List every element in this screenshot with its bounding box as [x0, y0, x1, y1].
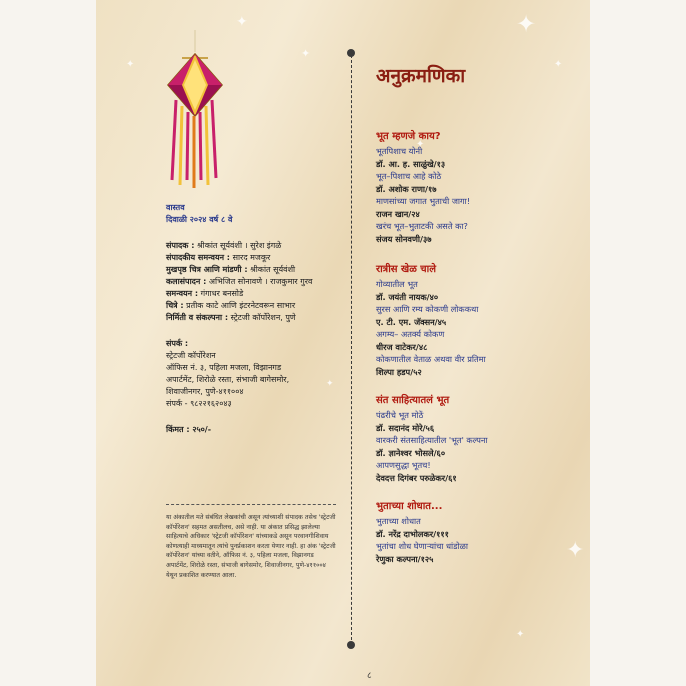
- sparkle-icon: ✦: [566, 538, 585, 563]
- toc-entry-title: भुतांचा शोध घेणाऱ्यांचा धांडोळा: [376, 541, 468, 551]
- credit-line: [166, 300, 346, 312]
- credit-label: चित्रे :: [166, 301, 184, 310]
- credit-value: स्ट्रेटजी कॉर्पोरेशन, पुणे: [230, 313, 296, 322]
- divider-dot: [347, 641, 355, 649]
- divider-dot: [347, 49, 355, 57]
- credit-label: निर्मिती व संकल्पना :: [166, 313, 229, 322]
- contact-line: अपार्टमेंट, शिरोळे रस्ता, संभाजी बागेसमोर,: [166, 375, 290, 384]
- credit-line: [166, 312, 346, 324]
- toc-entry-author: डॉ. सदानंद मोरे/५६: [376, 422, 435, 433]
- credit-line: [166, 240, 346, 252]
- toc-entry-title: भूतपिशाच योनी: [376, 146, 423, 156]
- contact-line: शिवाजीनगर, पुणे-४११००४: [166, 387, 244, 396]
- magazine-name: वास्तव: [166, 203, 185, 212]
- section-gap: [376, 484, 576, 498]
- section-gap: [376, 378, 576, 392]
- credit-label: संपादकीय समन्वयन :: [166, 253, 231, 262]
- credit-label: समन्वयन :: [166, 289, 199, 298]
- toc-entry-title: भूत–पिशाच आहे कोठे: [376, 171, 442, 181]
- price: किंमत : २५०/-: [166, 425, 212, 434]
- toc-column: [376, 59, 576, 565]
- section-gap: [376, 245, 576, 261]
- toc-entry-author: डॉ. नरेंद्र दाभोलकर/१११: [376, 528, 449, 539]
- credit-value: सारद मजकूर: [232, 253, 271, 262]
- credits-list: [166, 240, 346, 324]
- toc-sections: [376, 128, 576, 565]
- contact-block: [166, 350, 346, 410]
- toc-entry-title: कोकणातील वेताळ अथवा वीर प्रतिमा: [376, 354, 486, 364]
- sparkle-icon: ✦: [326, 379, 334, 389]
- toc-entry-title: गोव्यातील भूत: [376, 279, 418, 289]
- toc-entry-title: पंढरीचे भूत मोठें: [376, 410, 424, 420]
- toc-entry[interactable]: [376, 409, 576, 434]
- lantern-icon: [160, 30, 230, 190]
- column-divider: [351, 55, 352, 645]
- credit-value: गंगाधर बनसोडे: [200, 289, 244, 298]
- toc-entry-title: आपणसुद्धा भूतच!: [376, 460, 431, 470]
- toc-entry-author: शिल्पा हडप/५२: [376, 366, 422, 377]
- credit-value: श्रीकांत सूर्यवंशी । सुरेश इंगळे: [196, 241, 282, 250]
- toc-entry[interactable]: [376, 540, 576, 565]
- credit-value: अभिजित सोनावणे । राजकुमार गुरव: [208, 277, 313, 286]
- toc-entry[interactable]: [376, 515, 576, 540]
- credit-line: [166, 252, 346, 264]
- credit-value: श्रीकांत सूर्यवंशी: [250, 265, 296, 274]
- issue-line: दिवाळी २०२४ वर्ष ८ वे: [166, 215, 233, 224]
- toc-entry[interactable]: [376, 459, 576, 484]
- toc-entry-author: रेणुका कल्पना/१२५: [376, 553, 434, 564]
- contact-line: संपर्क - ९८२२१६२०४३: [166, 399, 232, 408]
- toc-entry[interactable]: [376, 170, 576, 195]
- credit-line: [166, 276, 346, 288]
- disclaimer: या अंकातील मते संबंधित लेखकांची असून त्यांच्याशी संपादक तसेच 'स्ट्रेटजी कॉर्पोरेशन' सहमत असतीलच, असे नाही. या अंकात प्रसिद्ध झालेल्या साहित्याचे अधिकार 'स्ट्रेटजी कॉर्पोरेशन' यांच्याकडे असून परवानगीशिवाय कोणत्याही माध्यमातून त्यांचे पुनर्प्रकाशन करता येणार नाही. हा अंक 'स्ट्रेटजी कॉर्पोरेशन' यांच्या वतीने, ऑफिस नं. ३, पहिला मजला, विझानगड अपार्टमेंट, शिरोळे रस्ता, संभाजी बागेसमोर, शिवाजीनगर, पुणे-४११००४ येथून प्रकाशित करण्यात आला.: [166, 514, 336, 579]
- toc-entry-title: वारकरी संतसाहित्यातील 'भूत' कल्पना: [376, 435, 488, 445]
- toc-entry[interactable]: [376, 145, 576, 170]
- credit-value: प्रतीक काटे आणि इंटरनेटवरून साभार: [186, 301, 296, 310]
- toc-entry-title: भुताच्या शोधात: [376, 516, 421, 526]
- credit-label: मुखपृष्ठ चित्र आणि मांडणी :: [166, 265, 248, 274]
- toc-entry-author: डॉ. आ. ह. साळुंखे/१३: [376, 158, 446, 169]
- toc-section-heading: भूत म्हणजे काय?: [376, 131, 441, 142]
- sparkle-icon: ✦: [126, 59, 135, 70]
- sparkle-icon: ✦: [416, 139, 425, 150]
- sparkle-icon: ✦: [516, 629, 525, 640]
- credit-label: कलासंपादन :: [166, 277, 207, 286]
- toc-entry-author: राजन खान/२४: [376, 208, 420, 219]
- sparkle-icon: ✦: [516, 10, 537, 38]
- contact-line: स्ट्रेटजी कॉर्पोरेशन: [166, 351, 216, 360]
- toc-entry[interactable]: [376, 195, 576, 220]
- toc-entry[interactable]: [376, 303, 576, 328]
- toc-entry[interactable]: [376, 353, 576, 378]
- toc-entry-author: डॉ. अशोक राणा/१७: [376, 183, 437, 194]
- credit-line: [166, 288, 346, 300]
- toc-entry[interactable]: [376, 328, 576, 353]
- page-number: ८: [367, 671, 372, 681]
- contact-heading: संपर्क :: [166, 339, 189, 348]
- contact-line: ऑफिस नं. ३, पहिला मजला, विझानगड: [166, 363, 282, 372]
- toc-entry-title: खरंच भूत–भुताटकी असते का?: [376, 221, 468, 231]
- sparkle-icon: ✦: [301, 47, 311, 60]
- credit-line: [166, 264, 346, 276]
- toc-entry[interactable]: [376, 278, 576, 303]
- toc-entry-author: डॉ. ज्ञानेश्वर भोसले/६०: [376, 447, 446, 458]
- magazine-page: [96, 0, 590, 686]
- toc-entry-author: संजय सोनवणी/३७: [376, 233, 432, 244]
- imprint-column: [166, 202, 346, 580]
- toc-section-heading: भुताच्या शोधात...: [376, 501, 443, 512]
- credit-label: संपादक :: [166, 241, 195, 250]
- toc-section-heading: रात्रीस खेळ चाले: [376, 264, 437, 275]
- sparkle-icon: ✦: [236, 14, 248, 30]
- toc-section-heading: संत साहित्यातलं भूत: [376, 395, 450, 406]
- toc-title: अनुक्रमणिका: [376, 65, 466, 87]
- toc-entry-author: धीरज वाटेकर/४८: [376, 341, 428, 352]
- toc-entry[interactable]: [376, 434, 576, 459]
- toc-entry-author: डॉ. जयंती नायक/४०: [376, 291, 439, 302]
- toc-entry[interactable]: [376, 220, 576, 245]
- sparkle-icon: ✦: [554, 59, 563, 70]
- toc-entry-author: देवदत्त दिगंबर परुळेकर/६१: [376, 472, 457, 483]
- toc-entry-title: अगम्य– अतर्क्य कोकण: [376, 329, 445, 339]
- toc-entry-author: ए. टी. एम. जॅक्सन/४५: [376, 316, 447, 327]
- separator: [166, 504, 336, 505]
- toc-entry-title: सुरस आणि रम्य कोकणी लोककथा: [376, 304, 479, 314]
- toc-entry-title: माणसांच्या जगात भुताची जागा!: [376, 196, 471, 206]
